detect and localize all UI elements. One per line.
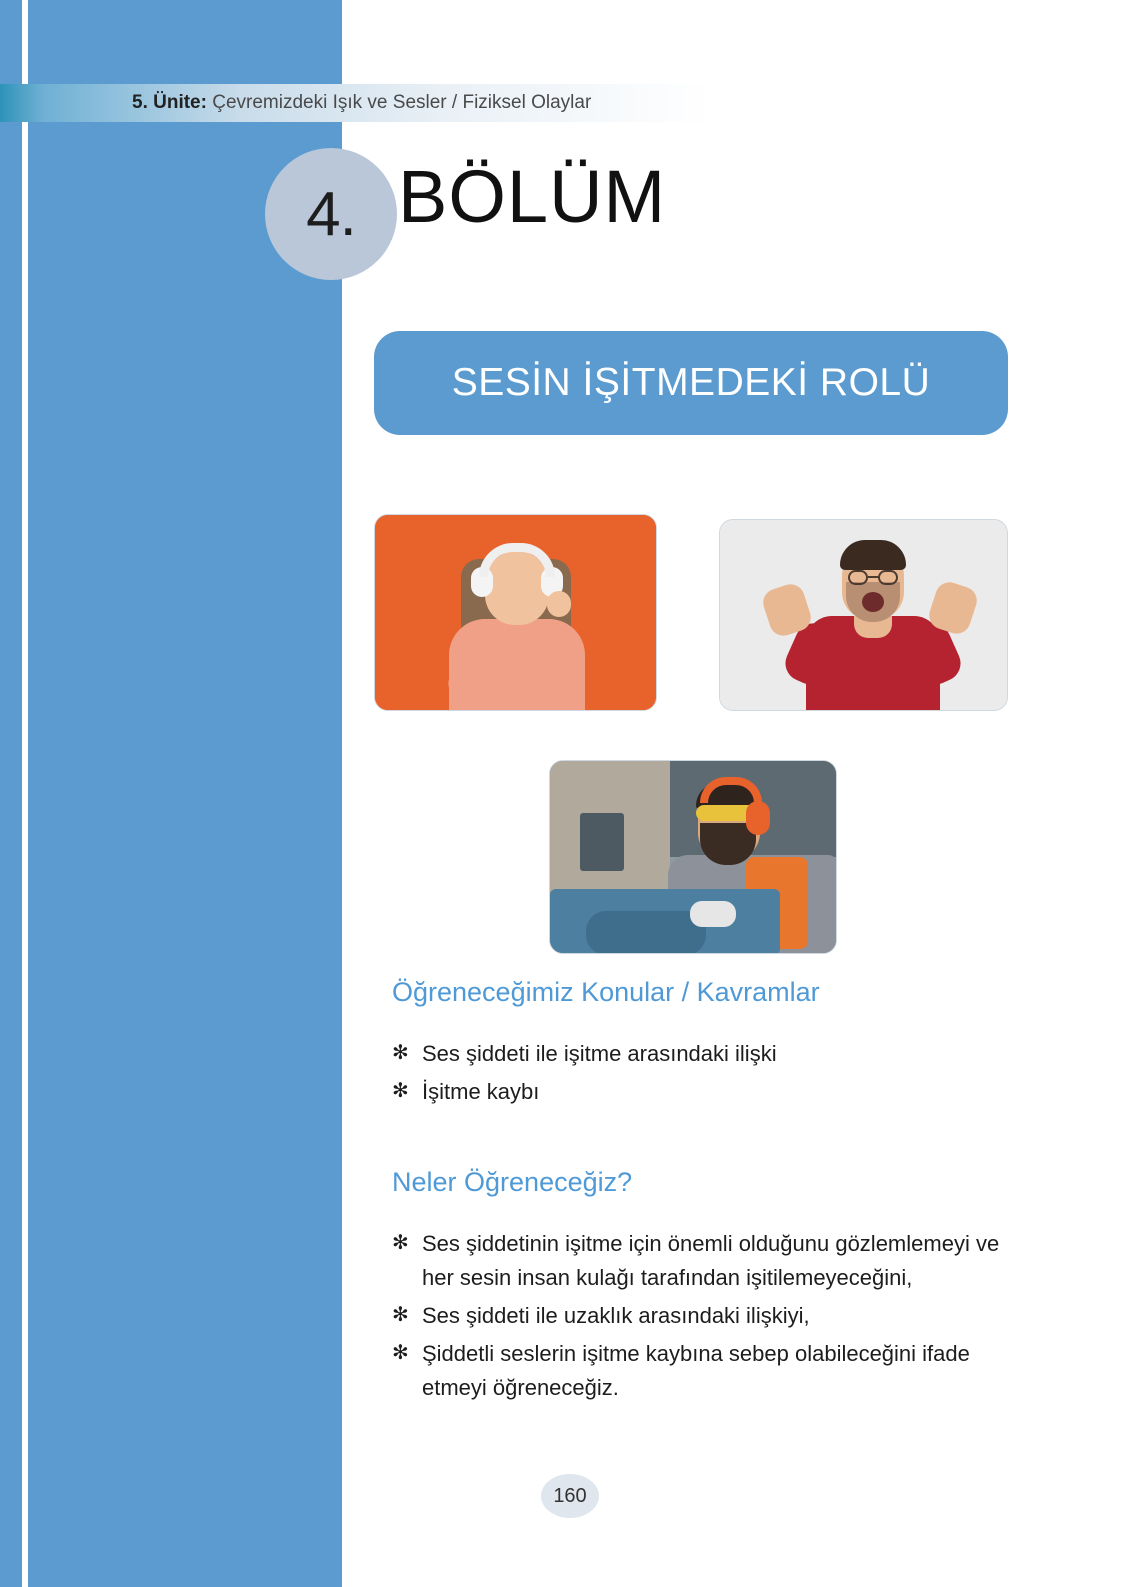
list-item-text: İşitme kaybı bbox=[422, 1079, 540, 1105]
photo-man-shouting bbox=[719, 519, 1008, 711]
list-item bbox=[392, 1337, 1012, 1405]
bullet-star-icon: ✻ bbox=[392, 1232, 409, 1254]
chapter-number-badge bbox=[265, 148, 397, 280]
bullet-star-icon: ✻ bbox=[392, 1342, 409, 1365]
photo-girl-listening-headphones bbox=[374, 514, 657, 711]
list-item bbox=[392, 1299, 1012, 1333]
list-item bbox=[392, 1075, 1012, 1109]
section-heading-topics: Öğreneceğimiz Konular / Kavramlar bbox=[392, 977, 820, 1007]
chapter-number: 4. bbox=[306, 179, 356, 249]
list-item bbox=[392, 1227, 1012, 1295]
unit-label: 5. Ünite: bbox=[132, 92, 207, 113]
bullet-star-icon: ✻ bbox=[392, 1304, 409, 1327]
photo-worker-ear-protection bbox=[549, 760, 837, 954]
objectives-list bbox=[392, 1227, 1012, 1409]
bullet-star-icon: ✻ bbox=[392, 1080, 409, 1103]
left-edge-bar bbox=[0, 0, 22, 1587]
page-number: 160 bbox=[541, 1474, 599, 1518]
list-item-text: Şiddetli seslerin işitme kaybına sebep olabileceğini ifade etmeyi öğreneceğiz. bbox=[422, 1341, 970, 1401]
list-item-text: Ses şiddeti ile işitme arasındaki ilişki bbox=[422, 1041, 777, 1066]
section-heading-objectives: Neler Öğreneceğiz? bbox=[392, 1167, 633, 1197]
chapter-title-banner bbox=[374, 331, 1008, 435]
bullet-star-icon: ✻ bbox=[392, 1042, 409, 1064]
list-item-text: Ses şiddetinin işitme için önemli olduğunu gözlemlemeyi ve her sesin insan kulağı tarafından işitilemeyeceğini, bbox=[422, 1231, 1000, 1291]
list-item bbox=[392, 1037, 1012, 1071]
unit-title: Çevremizdeki Işık ve Sesler / Fiziksel Olaylar bbox=[212, 92, 592, 113]
topics-list bbox=[392, 1037, 1012, 1113]
chapter-title: SESİN İŞİTMEDEKİ ROLÜ bbox=[451, 361, 931, 404]
chapter-word: BÖLÜM bbox=[398, 155, 667, 238]
list-item-text: Ses şiddeti ile uzaklık arasındaki ilişkiyi, bbox=[422, 1303, 810, 1329]
unit-header-text bbox=[132, 84, 591, 122]
